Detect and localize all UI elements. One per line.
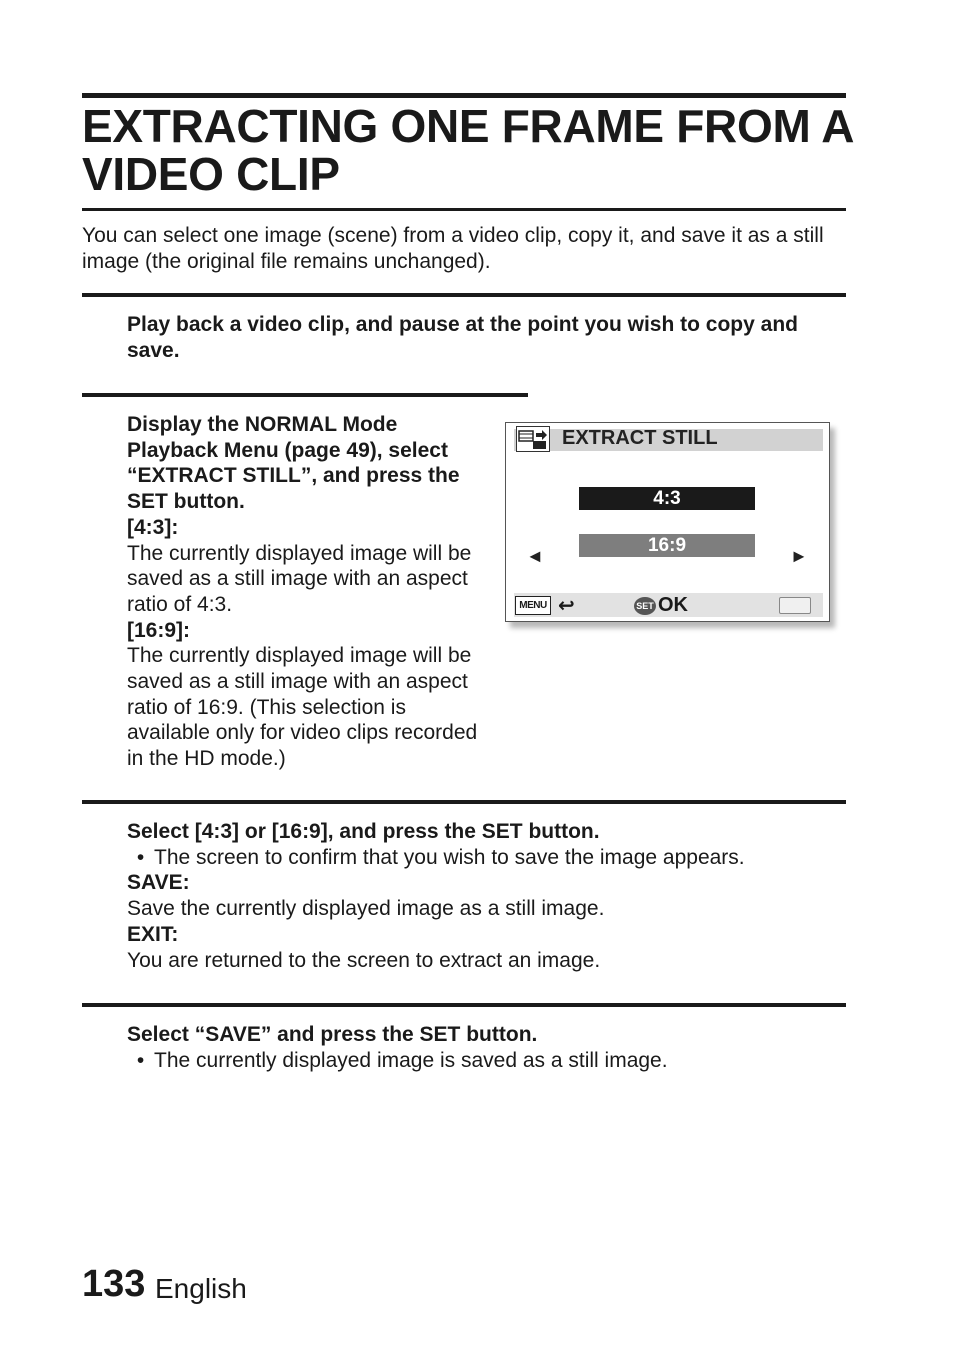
- battery-icon: [779, 597, 811, 614]
- option-4-3[interactable]: 4:3: [579, 487, 755, 510]
- step4-rule: [82, 1003, 846, 1007]
- step3-bullet: • The screen to confirm that you wish to save the image appears.: [127, 845, 847, 871]
- exit-label: EXIT:: [127, 922, 179, 946]
- step2-rule: [82, 393, 528, 397]
- set-icon[interactable]: SET: [634, 597, 656, 615]
- save-text: Save the currently displayed image as a still image.: [127, 897, 605, 921]
- step3-heading: Select [4:3] or [16:9], and press the SET button.: [127, 820, 600, 843]
- page-language: English: [155, 1273, 247, 1304]
- exit-text: You are returned to the screen to extract an image.: [127, 948, 601, 972]
- step4-heading: Select “SAVE” and press the SET button.: [127, 1023, 538, 1046]
- step2-option2-text: The currently displayed image will be saved as a still image with an aspect ratio of 16:9. (This selection is available only for video clips recorded in the HD mode.): [127, 644, 478, 771]
- page-number: 133: [82, 1263, 146, 1305]
- step2-option1-text: The currently displayed image will be saved as a still image with an aspect ratio of 4:3.: [127, 541, 472, 616]
- step4-bullet: • The currently displayed image is saved as a still image.: [127, 1048, 847, 1074]
- intro-paragraph: You can select one image (scene) from a video clip, copy it, and save it as a still image (the original file remains unchanged).: [82, 224, 824, 273]
- title-top-rule: [82, 93, 846, 98]
- bullet-dot: •: [136, 1048, 145, 1072]
- return-icon[interactable]: ↩: [558, 595, 575, 617]
- step2-block: [127, 412, 487, 772]
- ok-label: OK: [658, 594, 688, 616]
- left-arrow-icon[interactable]: ◄: [526, 546, 544, 566]
- screen-title: EXTRACT STILL: [562, 427, 718, 449]
- bullet-dot: •: [136, 845, 145, 869]
- step2-option2-label: [16:9]:: [127, 618, 191, 642]
- step3-rule: [82, 800, 846, 804]
- title-bottom-rule: [82, 208, 846, 211]
- step2-option1-label: [4:3]:: [127, 515, 179, 539]
- option-16-9[interactable]: 16:9: [579, 534, 755, 557]
- step4-block: [127, 1022, 847, 1073]
- menu-icon[interactable]: MENU: [515, 596, 551, 615]
- camera-screen: [505, 422, 830, 622]
- step1-heading: [127, 312, 847, 363]
- step1-heading-text: Play back a video clip, and pause at the point you wish to copy and save.: [127, 313, 798, 362]
- right-arrow-icon[interactable]: ►: [790, 546, 808, 566]
- video-clip-icon: [516, 426, 550, 452]
- step2-heading: Display the NORMAL Mode Playback Menu (page 49), select “EXTRACT STILL”, and press the SET button.: [127, 413, 460, 514]
- step1-rule: [82, 293, 846, 297]
- page-title: EXTRACTING ONE FRAME FROM A VIDEO CLIP: [82, 100, 853, 200]
- save-label: SAVE:: [127, 871, 190, 895]
- step3-block: [127, 819, 847, 973]
